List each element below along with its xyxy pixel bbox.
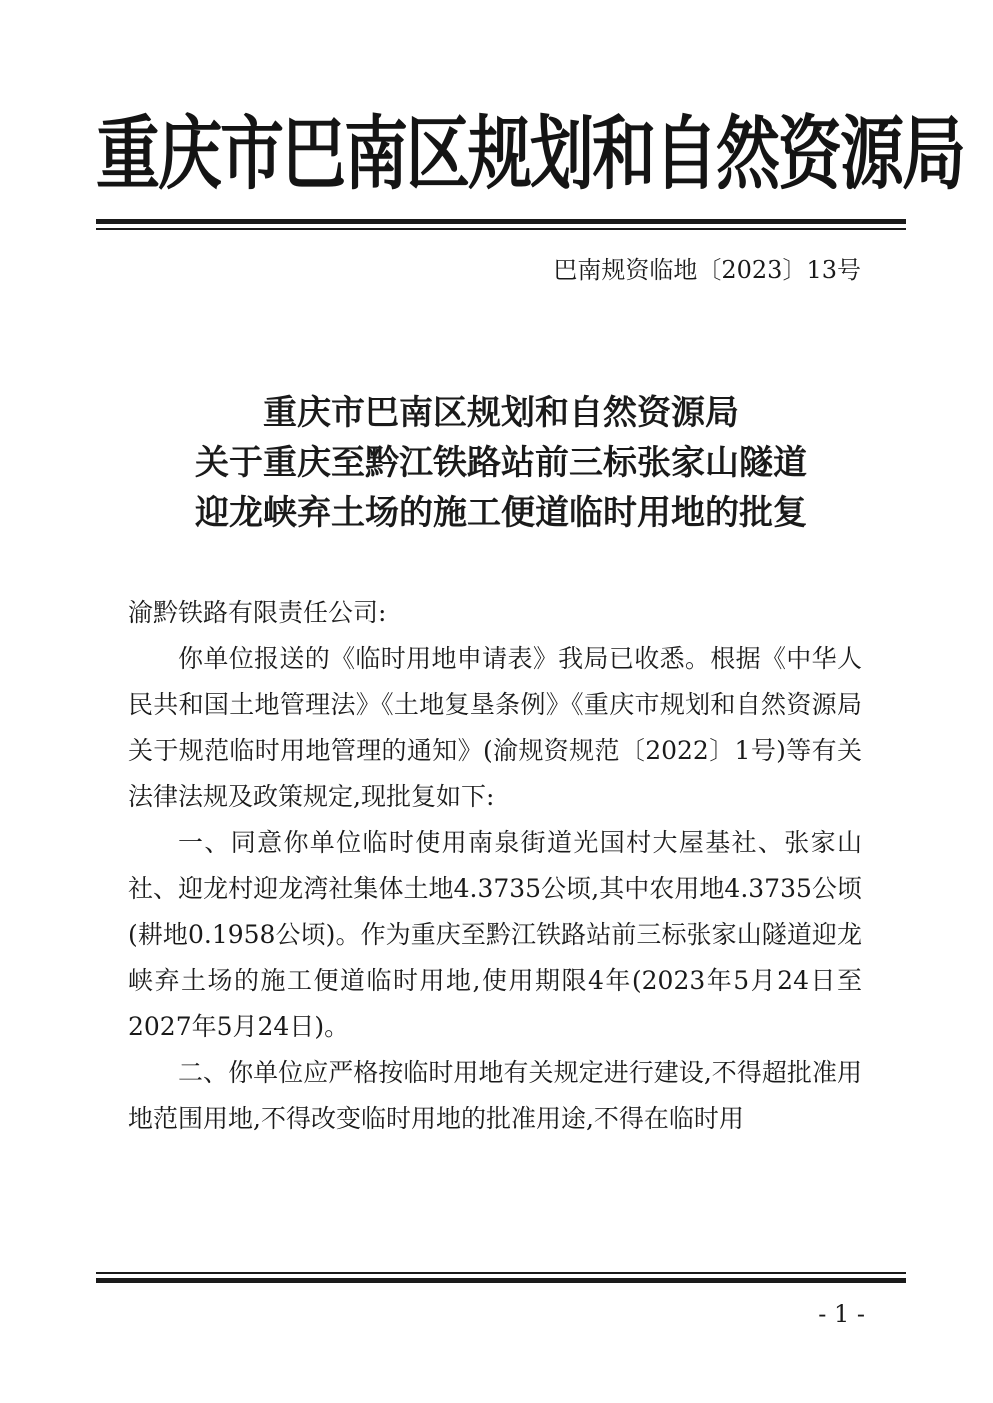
masthead-organization: 重庆市巴南区规划和自然资源局 xyxy=(96,108,964,202)
title-line-3: 迎龙峡弃土场的施工便道临时用地的批复 xyxy=(195,493,807,533)
body-paragraph: 你单位报送的《临时用地申请表》我局已收悉。根据《中华人民共和国土地管理法》《土地复垦条例》《重庆市规划和自然资源局关于规范临时用地管理的通知》(渝规资规范〔2022〕1号)等有关法律法规及政策规定,现批复如下: xyxy=(128,644,862,811)
document-body xyxy=(128,590,862,1142)
header-rule-thin xyxy=(96,228,906,230)
document-number: 巴南规资临地〔2023〕13号 xyxy=(553,256,861,284)
footer-rule-thin xyxy=(96,1272,906,1274)
document-title xyxy=(96,388,906,538)
body-paragraph: 二、你单位应严格按临时用地有关规定进行建设,不得超批准用地范围用地,不得改变临时用地的批准用途,不得在临时用 xyxy=(128,1058,862,1133)
page-number: - 1 - xyxy=(818,1300,865,1328)
body-paragraph: 一、同意你单位临时使用南泉街道光国村大屋基社、张家山社、迎龙村迎龙湾社集体土地4.3735公顷,其中农用地4.3735公顷(耕地0.1958公顷)。作为重庆至黔江铁路站前三标张家山隧道迎龙峡弃土场的施工便道临时用地,使用期限4年(2023年5月24日至2027年5月24日)。 xyxy=(128,828,862,1041)
header-rule-thick xyxy=(96,219,906,224)
footer-rule-thick xyxy=(96,1278,906,1283)
title-line-2: 关于重庆至黔江铁路站前三标张家山隧道 xyxy=(195,443,807,483)
salutation: 渝黔铁路有限责任公司: xyxy=(128,598,387,627)
title-line-1: 重庆市巴南区规划和自然资源局 xyxy=(263,393,739,433)
